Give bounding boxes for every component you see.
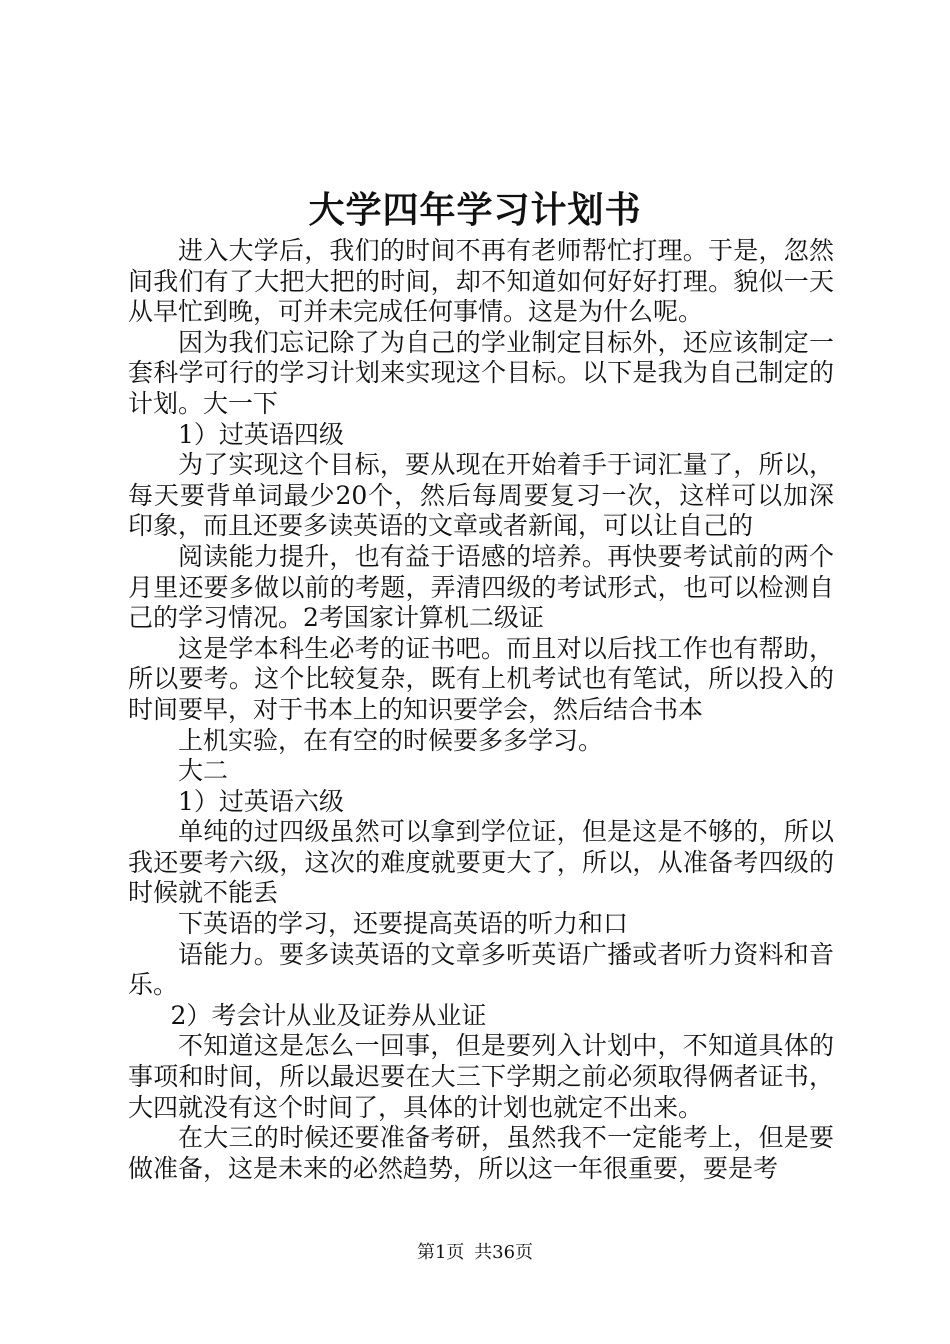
- paragraph-accounting-cert: 不知道这是怎么一回事，但是要列入计划中，不知道具体的事项和时间，所以最迟要在大三下学期之前必须取得俩者证书，大四就没有这个时间了，具体的计划也就定不出来。: [128, 1031, 834, 1122]
- paragraph-computer-cert: 这是学本科生必考的证书吧。而且对以后找工作也有帮助，所以要考。这个比较复杂，既有上机考试也有笔试，所以投入的时间要早，对于书本上的知识要学会，然后结合书本: [128, 633, 834, 724]
- document-title: 大学四年学习计划书: [308, 189, 642, 231]
- page-total: 共36页: [474, 1242, 534, 1263]
- page-footer: [0, 1241, 950, 1265]
- paragraph-cet6-intro: 单纯的过四级虽然可以拿到学位证，但是这是不够的，所以我还要考六级，这次的难度就要更大了，所以，从准备考四级的时候就不能丢: [128, 817, 834, 908]
- paragraph-plan-intro: 因为我们忘记除了为自己的学业制定目标外，还应该制定一套科学可行的学习计划来实现这个目标。以下是我为自己制定的计划。大一下: [128, 327, 834, 418]
- page-number: 第1页: [416, 1242, 465, 1263]
- paragraph-computer-practice: 上机实验，在有空的时候要多多学习。: [178, 725, 604, 755]
- paragraph-cet6-speaking: 语能力。要多读英语的文章多听英语广播或者听力资料和音乐。: [128, 939, 834, 1000]
- heading-sophomore: 大二: [178, 756, 229, 786]
- heading-cet6: 1）过英语六级: [178, 786, 344, 816]
- paragraph-cet6-listening: 下英语的学习，还要提高英语的听力和口: [178, 909, 629, 939]
- paragraph-intro: 进入大学后，我们的时间不再有老师帮忙打理。于是，忽然间我们有了大把大把的时间，却不知道如何好好打理。貌似一天从早忙到晚，可并未完成任何事情。这是为什么呢。: [128, 236, 834, 327]
- paragraph-junior-exam: 在大三的时候还要准备考研，虽然我不一定能考上，但是要做准备，这是未来的必然趋势，所以这一年很重要，要是考: [128, 1123, 834, 1183]
- paragraph-cet4-reading: 阅读能力提升，也有益于语感的培养。再快要考试前的两个月里还要多做以前的考题，弄清四级的考试形式，也可以检测自己的学习情况。2考国家计算机二级证: [128, 541, 834, 633]
- heading-cet4: 1）过英语四级: [178, 419, 344, 449]
- heading-accounting-cert: 2）考会计从业及证券从业证: [170, 1000, 487, 1030]
- document-body: [128, 236, 834, 1184]
- paragraph-cet4-vocab: 为了实现这个目标，要从现在开始着手于词汇量了，所以，每天要背单词最少20个，然后每周要复习一次，这样可以加深印象，而且还要多读英语的文章或者新闻，可以让自己的: [128, 450, 834, 541]
